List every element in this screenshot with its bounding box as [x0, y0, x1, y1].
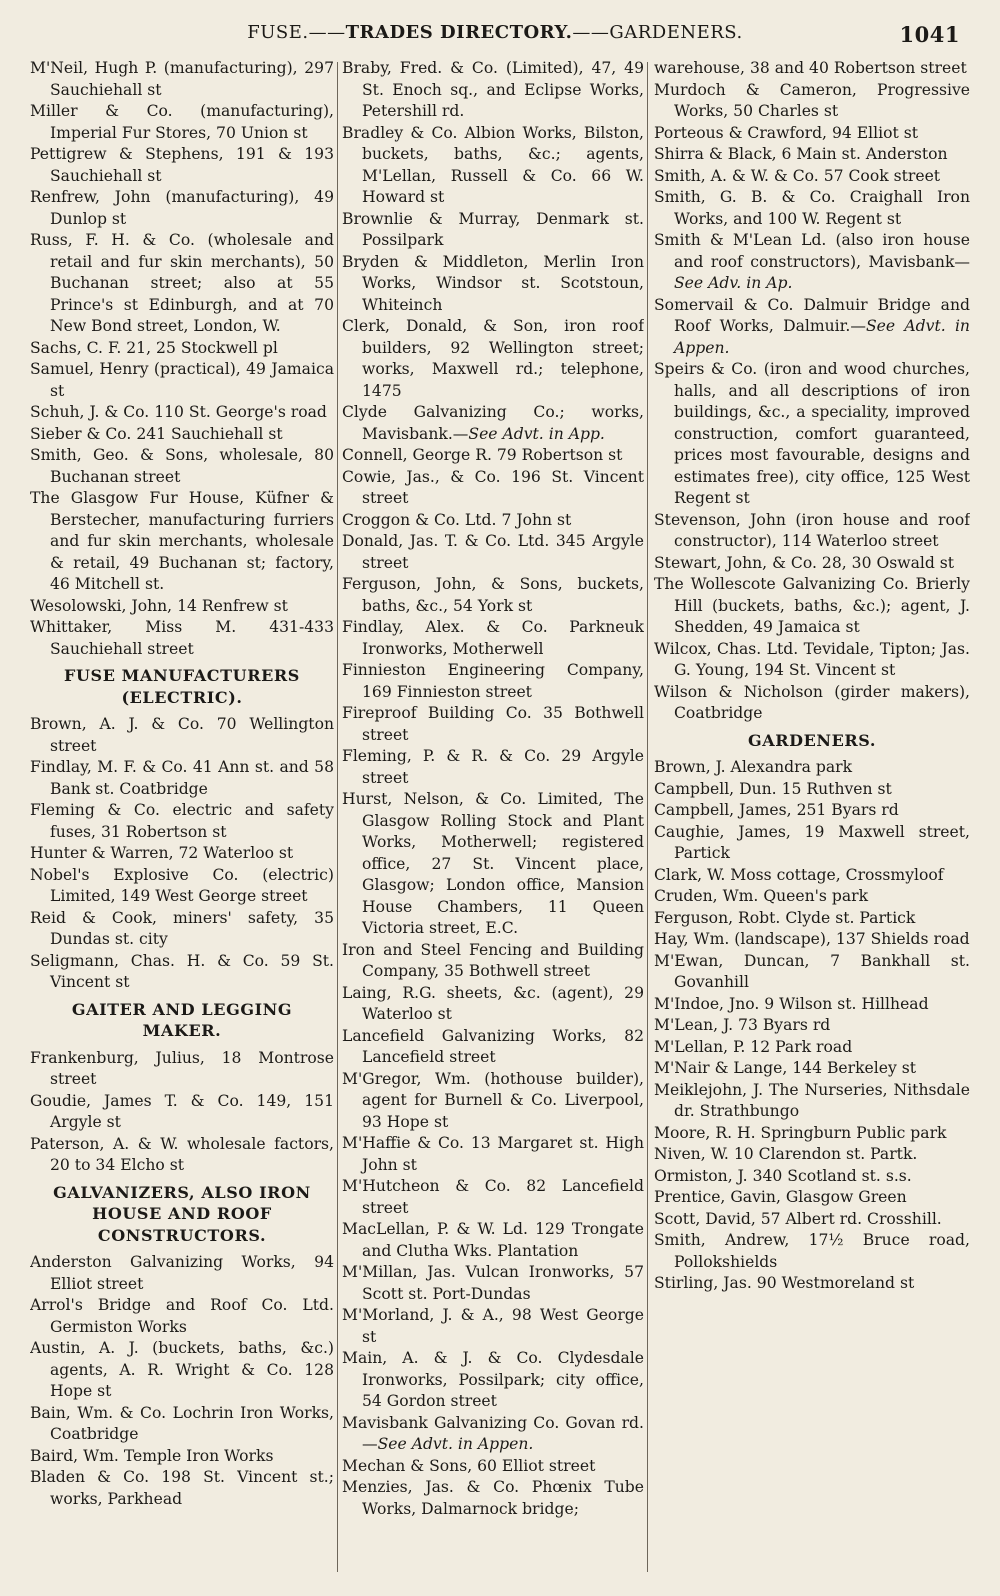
entry-text: M'Neil, Hugh P. (manufacturing), 297 Sauchiehall st	[30, 59, 334, 99]
entry-text: Austin, A. J. (buckets, baths, &c.) agents, A. R. Wright & Co. 128 Hope st	[30, 1339, 334, 1400]
running-header	[30, 22, 960, 52]
entry-text: M'Nair & Lange, 144 Berkeley st	[654, 1059, 917, 1077]
entry-text: Findlay, Alex. & Co. Parkneuk Ironworks, Motherwell	[342, 618, 644, 658]
directory-entry	[654, 908, 970, 930]
directory-entry	[342, 123, 644, 209]
entry-text: Finnieston Engineering Company, 169 Finnieston street	[342, 661, 644, 701]
entry-text: Donald, Jas. T. & Co. Ltd. 345 Argyle street	[342, 532, 644, 572]
entry-text: Hay, Wm. (landscape), 137 Shields road	[654, 930, 970, 948]
entry-text: Wilson & Nicholson (girder makers), Coatbridge	[654, 682, 970, 722]
directory-entry	[342, 574, 644, 617]
entry-text: Smith, G. B. & Co. Craighall Iron Works, and 100 W. Regent st	[654, 188, 970, 228]
directory-entry	[30, 187, 334, 230]
entry-text: Scott, David, 57 Albert rd. Crosshill.	[654, 1209, 942, 1228]
directory-entry	[30, 101, 334, 144]
entry-text: Whittaker, Miss M. 431-433 Sauchiehall street	[30, 618, 334, 658]
entry-text: Reid & Cook, miners' safety, 35 Dundas st. city	[30, 908, 334, 948]
directory-entry	[654, 929, 970, 951]
entry-text: Moore, R. H. Springburn Public park	[654, 1123, 947, 1142]
entry-text: Fireproof Building Co. 35 Bothwell street	[342, 704, 644, 744]
directory-entry	[30, 1446, 334, 1468]
entry-text: Russ, F. H. & Co. (wholesale and retail and fur skin merchants), 50 Buchanan street; also at 55 Prince's st Edinburgh, and at 70 New Bond street, London, W.	[30, 231, 334, 335]
directory-entry	[30, 1252, 334, 1295]
entry-text: M'Hutcheon & Co. 82 Lancefield street	[342, 1177, 644, 1217]
column-divider	[337, 62, 338, 1572]
entry-text: Stevenson, John (iron house and roof constructor), 114 Waterloo street	[654, 510, 970, 550]
entry-text: Clerk, Donald, & Son, iron roof builders, 92 Wellington street; works, Maxwell rd.; telephone, 1475	[342, 317, 644, 400]
directory-entry	[342, 940, 644, 983]
advert-reference: See Advt. in App.	[468, 424, 605, 443]
entry-text: Somervail & Co. Dalmuir Bridge and Roof Works, Dalmuir.—	[654, 295, 970, 335]
entry-text: Mavisbank Galvanizing Co. Govan rd.—	[342, 1413, 644, 1453]
directory-entry	[30, 1403, 334, 1446]
entry-text: Ferguson, Robt. Clyde st. Partick	[654, 908, 916, 927]
entry-text: Fleming & Co. electric and safety fuses, 31 Robertson st	[30, 801, 334, 841]
directory-entry	[654, 1080, 970, 1123]
directory-entry	[654, 166, 970, 188]
directory-entry	[30, 1134, 334, 1177]
directory-columns	[30, 58, 970, 1578]
header-center: TRADES DIRECTORY.	[345, 22, 573, 43]
entry-text: Seligmann, Chas. H. & Co. 59 St. Vincent st	[30, 951, 334, 991]
directory-entry	[654, 800, 970, 822]
entry-text: Braby, Fred. & Co. (Limited), 47, 49 St. Enoch sq., and Eclipse Works, Petershill rd.	[342, 59, 644, 120]
directory-entry	[654, 1187, 970, 1209]
directory-entry	[654, 187, 970, 230]
entry-text: Prentice, Gavin, Glasgow Green	[654, 1188, 907, 1206]
directory-entry	[342, 209, 644, 252]
entry-text: Murdoch & Cameron, Progressive Works, 50 Charles st	[654, 80, 970, 120]
directory-entry	[30, 596, 334, 618]
entry-text: Brownlie & Murray, Denmark st. Possilpark	[342, 209, 644, 249]
directory-entry	[342, 1176, 644, 1219]
directory-entry	[30, 1467, 334, 1510]
directory-entry	[30, 338, 334, 360]
directory-entry	[30, 865, 334, 908]
directory-entry	[30, 424, 334, 446]
column-2	[342, 58, 644, 1578]
directory-entry	[654, 230, 970, 295]
directory-entry	[30, 1295, 334, 1338]
directory-entry	[342, 983, 644, 1026]
entry-text: Pettigrew & Stephens, 191 & 193 Sauchiehall st	[30, 145, 334, 185]
entry-text: Wesolowski, John, 14 Renfrew st	[30, 596, 288, 615]
directory-entry	[30, 908, 334, 951]
directory-entry	[654, 994, 970, 1016]
entry-text: Nobel's Explosive Co. (electric) Limited, 149 West George street	[30, 865, 334, 905]
entry-text: MacLellan, P. & W. Ld. 129 Trongate and Clutha Wks. Plantation	[342, 1220, 644, 1260]
entry-text: Clyde Galvanizing Co.; works, Mavisbank.—	[342, 403, 644, 443]
directory-entry	[654, 1166, 970, 1188]
entry-text: Renfrew, John (manufacturing), 49 Dunlop st	[30, 188, 334, 228]
entry-text: Caughie, James, 19 Maxwell street, Partick	[654, 822, 970, 862]
directory-entry	[342, 746, 644, 789]
entry-text: Stewart, John, & Co. 28, 30 Oswald st	[654, 553, 955, 572]
entry-text: Bladen & Co. 198 St. Vincent st.; works, Parkhead	[30, 1468, 334, 1508]
directory-entry	[654, 822, 970, 865]
directory-entry	[30, 843, 334, 865]
entry-text: Wilcox, Chas. Ltd. Tevidale, Tipton; Jas. G. Young, 194 St. Vincent st	[654, 639, 970, 679]
directory-entry	[342, 445, 644, 467]
entry-text: Cowie, Jas., & Co. 196 St. Vincent street	[342, 467, 644, 507]
entry-text: M'Morland, J. & A., 98 West George st	[342, 1306, 644, 1346]
entry-text: M'Lellan, P. 12 Park road	[654, 1037, 853, 1056]
entry-text: Speirs & Co. (iron and wood churches, halls, and all descriptions of iron buildings, &c., a speciality, improved construction, comfort guaranteed, prices most favourable, designs and estimates free), city office, 125 West Regent st	[654, 360, 970, 507]
entry-text: Brown, J. Alexandra park	[654, 758, 853, 776]
directory-entry	[30, 1091, 334, 1134]
directory-entry	[30, 144, 334, 187]
entry-text: Mechan & Sons, 60 Elliot street	[342, 1456, 596, 1475]
directory-entry	[654, 682, 970, 725]
entry-text: Baird, Wm. Temple Iron Works	[30, 1446, 274, 1465]
directory-entry	[342, 1413, 644, 1456]
entry-text: Arrol's Bridge and Roof Co. Ltd. Germiston Works	[30, 1296, 334, 1336]
entry-text: Main, A. & J. & Co. Clydesdale Ironworks, Possilpark; city office, 54 Gordon street	[342, 1349, 644, 1410]
entry-text: Miller & Co. (manufacturing), Imperial Fur Stores, 70 Union st	[30, 102, 334, 142]
directory-entry	[30, 402, 334, 424]
directory-entry	[342, 1069, 644, 1134]
directory-entry	[342, 1026, 644, 1069]
directory-entry	[654, 779, 970, 801]
entry-text: Samuel, Henry (practical), 49 Jamaica st	[30, 360, 334, 400]
directory-entry	[342, 1477, 644, 1520]
entry-text: warehouse, 38 and 40 Robertson street	[654, 59, 967, 77]
directory-entry	[654, 1209, 970, 1231]
entry-text: Shirra & Black, 6 Main st. Anderston	[654, 145, 948, 163]
entry-text: M'Millan, Jas. Vulcan Ironworks, 57 Scott st. Port-Dundas	[342, 1263, 644, 1303]
directory-entry	[30, 951, 334, 994]
entry-text: M'Ewan, Duncan, 7 Bankhall st. Govanhill	[654, 951, 970, 991]
header-left: FUSE.	[247, 22, 309, 43]
entry-text: Anderston Galvanizing Works, 94 Elliot street	[30, 1253, 334, 1293]
entry-text: The Wollescote Galvanizing Co. Brierly Hill (buckets, baths, &c.); agent, J. Shedden, 49 Jamaica st	[654, 575, 970, 636]
directory-entry	[342, 703, 644, 746]
entry-text: Sachs, C. F. 21, 25 Stockwell pl	[30, 338, 278, 357]
entry-text: Connell, George R. 79 Robertson st	[342, 446, 623, 464]
directory-entry	[342, 1133, 644, 1176]
directory-entry	[342, 1348, 644, 1413]
entry-text: Porteous & Crawford, 94 Elliot st	[654, 123, 918, 142]
directory-entry	[654, 359, 970, 510]
header-title: FUSE.——TRADES DIRECTORY.——GARDENERS.	[247, 22, 743, 43]
entry-text: Smith & M'Lean Ld. (also iron house and roof constructors), Mavisbank—	[654, 231, 970, 271]
entry-text: Brown, A. J. & Co. 70 Wellington street	[30, 715, 334, 755]
directory-entry	[654, 865, 970, 887]
entry-text: M'Lean, J. 73 Byars rd	[654, 1016, 831, 1034]
entry-text: M'Gregor, Wm. (hothouse builder), agent for Burnell & Co. Liverpool, 93 Hope st	[342, 1069, 644, 1131]
entry-text: M'Indoe, Jno. 9 Wilson st. Hillhead	[654, 994, 929, 1013]
directory-entry	[342, 531, 644, 574]
directory-entry	[654, 295, 970, 360]
entry-text: Paterson, A. & W. wholesale factors, 20 to 34 Elcho st	[30, 1134, 334, 1174]
directory-entry	[342, 510, 644, 532]
directory-entry	[654, 1058, 970, 1080]
directory-entry	[654, 886, 970, 908]
entry-text: Bain, Wm. & Co. Lochrin Iron Works, Coatbridge	[30, 1403, 334, 1443]
entry-text: M'Haffie & Co. 13 Margaret st. High John st	[342, 1134, 644, 1174]
directory-entry	[30, 488, 334, 596]
directory-entry	[654, 1123, 970, 1145]
entry-text: Goudie, James T. & Co. 149, 151 Argyle st	[30, 1091, 334, 1131]
entry-text: Hunter & Warren, 72 Waterloo st	[30, 844, 294, 862]
section-heading	[658, 730, 966, 752]
advert-reference: See Advt. in Appen.	[377, 1435, 534, 1453]
entry-text: Frankenburg, Julius, 18 Montrose street	[30, 1048, 334, 1088]
directory-entry	[30, 359, 334, 402]
entry-text: Smith, A. & W. & Co. 57 Cook street	[654, 166, 941, 185]
entry-text: Ferguson, John, & Sons, buckets, baths, &c., 54 York st	[342, 575, 644, 615]
section-heading	[34, 999, 330, 1042]
directory-entry	[654, 639, 970, 682]
directory-entry	[30, 230, 334, 338]
page-number: 1041	[899, 22, 960, 47]
entry-text: Hurst, Nelson, & Co. Limited, The Glasgow Rolling Stock and Plant Works, Motherwell; registered office, 27 St. Vincent place, Glasgow; London office, Mansion House Chambers, 11 Queen Victoria street, E.C.	[342, 790, 644, 937]
directory-entry	[654, 510, 970, 553]
entry-text: Findlay, M. F. & Co. 41 Ann st. and 58 Bank st. Coatbridge	[30, 758, 334, 798]
directory-entry	[342, 252, 644, 317]
directory-entry	[342, 617, 644, 660]
advert-reference: See Advt. in Appen.	[674, 317, 970, 357]
entry-text: Iron and Steel Fencing and Building Company, 35 Bothwell street	[342, 940, 644, 980]
directory-entry	[342, 789, 644, 940]
directory-entry	[654, 80, 970, 123]
entry-text: Smith, Geo. & Sons, wholesale, 80 Buchanan street	[30, 446, 334, 486]
entry-text: Niven, W. 10 Clarendon st. Partk.	[654, 1145, 918, 1163]
directory-entry	[342, 660, 644, 703]
directory-entry	[654, 553, 970, 575]
section-heading	[34, 1182, 330, 1247]
entry-text: Bryden & Middleton, Merlin Iron Works, Windsor st. Scotstoun, Whiteinch	[342, 252, 644, 314]
entry-text: Campbell, Dun. 15 Ruthven st	[654, 779, 892, 798]
directory-entry	[342, 1219, 644, 1262]
advert-reference: See Adv. in Ap.	[674, 274, 793, 292]
directory-entry	[654, 58, 970, 80]
entry-text: Meiklejohn, J. The Nurseries, Nithsdale dr. Strathbungo	[654, 1080, 970, 1120]
entry-text: Bradley & Co. Albion Works, Bilston, buckets, baths, &c.; agents, M'Lellan, Russell & Co. 66 W. Howard st	[342, 123, 644, 206]
column-divider	[647, 62, 648, 1572]
header-right: GARDENERS.	[609, 22, 743, 43]
directory-entry	[654, 1015, 970, 1037]
entry-text: Lancefield Galvanizing Works, 82 Lancefield street	[342, 1026, 644, 1066]
directory-entry	[342, 1305, 644, 1348]
directory-entry	[342, 1262, 644, 1305]
heading-text: GAITER AND LEGGING MAKER.	[71, 999, 293, 1040]
entry-text: Sieber & Co. 241 Sauchiehall st	[30, 424, 283, 443]
column-1	[30, 58, 334, 1578]
column-3	[654, 58, 970, 1578]
entry-text: Stirling, Jas. 90 Westmoreland st	[654, 1274, 915, 1292]
entry-text: Menzies, Jas. & Co. Phœnix Tube Works, Dalmarnock bridge;	[342, 1478, 644, 1518]
entry-text: Fleming, P. & R. & Co. 29 Argyle street	[342, 747, 644, 787]
directory-entry	[30, 445, 334, 488]
directory-entry	[30, 800, 334, 843]
directory-entry	[654, 1144, 970, 1166]
directory-entry	[654, 574, 970, 639]
entry-text: Croggon & Co. Ltd. 7 John st	[342, 510, 572, 529]
entry-text: Schuh, J. & Co. 110 St. George's road	[30, 403, 327, 421]
directory-entry	[342, 1456, 644, 1478]
entry-text: Laing, R.G. sheets, &c. (agent), 29 Waterloo st	[342, 983, 644, 1023]
directory-entry	[30, 1338, 334, 1403]
directory-entry	[654, 951, 970, 994]
directory-entry	[342, 402, 644, 445]
directory-entry	[654, 1230, 970, 1273]
entry-text: Smith, Andrew, 17½ Bruce road, Pollokshields	[654, 1231, 970, 1271]
directory-entry	[30, 757, 334, 800]
heading-text: FUSE MANUFACTURERS (ELECTRIC).	[64, 666, 300, 707]
directory-entry	[342, 467, 644, 510]
heading-text: GARDENERS.	[747, 730, 877, 750]
entry-text: Clark, W. Moss cottage, Crossmyloof	[654, 865, 944, 884]
section-heading	[34, 665, 330, 708]
entry-text: Cruden, Wm. Queen's park	[654, 887, 869, 905]
entry-text: Ormiston, J. 340 Scotland st. s.s.	[654, 1166, 912, 1185]
directory-entry	[654, 144, 970, 166]
directory-entry	[342, 58, 644, 123]
directory-entry	[30, 58, 334, 101]
directory-entry	[30, 714, 334, 757]
directory-entry	[342, 316, 644, 402]
heading-text: GALVANIZERS, ALSO IRON HOUSE AND ROOF CONSTRUCTORS.	[53, 1182, 311, 1245]
directory-entry	[30, 617, 334, 660]
directory-entry	[654, 757, 970, 779]
directory-entry	[654, 1037, 970, 1059]
directory-entry	[654, 1273, 970, 1295]
entry-text: Campbell, James, 251 Byars rd	[654, 801, 899, 819]
directory-entry	[30, 1048, 334, 1091]
entry-text: The Glasgow Fur House, Küfner & Berstecher, manufacturing furriers and fur skin merchants, wholesale & retail, 49 Buchanan st; factory, 46 Mitchell st.	[30, 489, 334, 593]
directory-entry	[654, 123, 970, 145]
